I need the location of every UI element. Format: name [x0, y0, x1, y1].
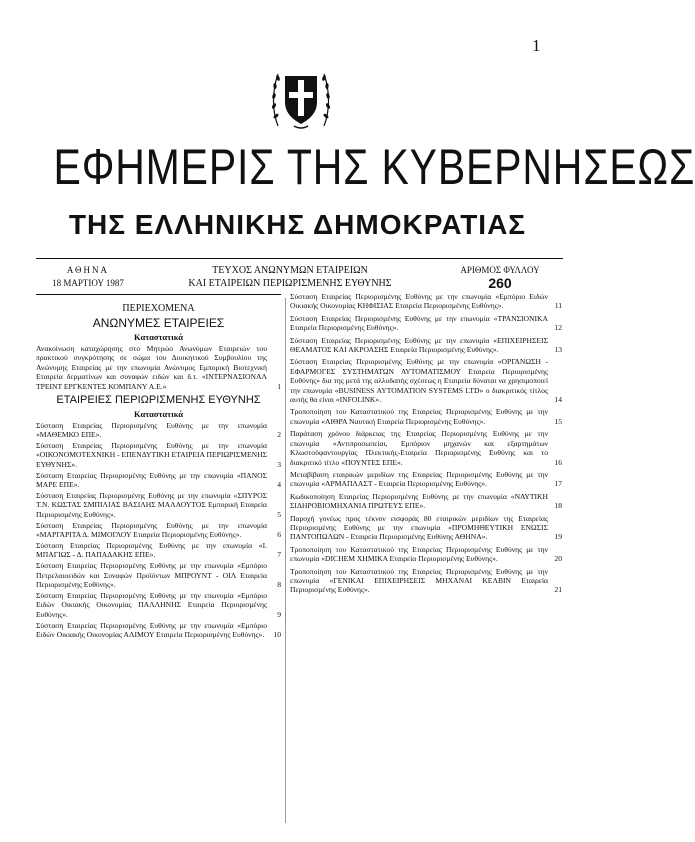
list-item — [290, 314, 562, 333]
list-item — [36, 441, 281, 469]
entry-text: Τροποποίηση του Καταστατικού της Εταιρείας Περιορισμένης Ευθύνης με την επωνυμία «ΓΕΝΙΚΑΙ ΕΠΙΧΕΙΡΗΣΕΙΣ ΜΗΧΑΝΑΙ ΚΕΛΒΙΝ Εταιρεία Περιορισμένης Ευθύνης». — [290, 566, 548, 595]
entry-page: 19 — [554, 532, 562, 542]
issue-line-1: ΤΕΥΧΟΣ ΑΝΩΝΥΜΩΝ ΕΤΑΙΡΕΙΩΝ — [212, 265, 368, 276]
entry-text: Σύσταση Εταιρείας Περιορισμένης Ευθύνης με την επωνυμία «ΠΑΝΟΣ ΜΑΡΕ ΕΠΕ». — [36, 470, 267, 489]
entry-text: Σύσταση Εταιρείας Περιορισμένης Ευθύνης με την επωνυμία «ΟΡΓΑΝΩΣΗ - ΕΦΑΡΜΟΓΕΣ ΣΥΣΤΗΜΑΤΩΝ ΑΥΤΟΜΑΤΙΣΜΟΥ Εταιρεία Περιορισμένης Ευθύνης» δια της μετά της αλλοδαπής σχέσεως η Εταιρεία δύναται να χρησιμοποιεί την επωνυμία «BUSINESS AYTOMATION SYSTEMS LTD» ο διακριτικός τίτλος αυτής θα είναι «INFOLINK». — [290, 357, 548, 405]
issue-date: 18 ΜΑΡΤΙΟΥ 1987 — [52, 278, 124, 288]
list-item — [290, 357, 562, 404]
list-item — [36, 521, 281, 540]
entry-text: Τροποποίηση του Καταστατικού της Εταιρείας Περιορισμένης Ευθύνης με την επωνυμία «DICHEM ΧΗΜΙΚΑ Εταιρεία Περιορισμένης Ευθύνης». — [290, 544, 548, 564]
contents-left-column — [36, 300, 281, 641]
entry-page: 3 — [277, 459, 281, 469]
masthead-place-date — [38, 264, 138, 290]
list-item — [290, 514, 562, 542]
entry-page: 13 — [554, 345, 562, 355]
section-anonymous-companies: ΑΝΩΝΥΜΕΣ ΕΤΑΙΡΕΙΕΣ — [92, 316, 225, 330]
entry-text: Σύσταση Εταιρείας Περιορισμένης Ευθύνης με την επωνυμία «ΤΡΑΝΣΙΟΝΙΚΑ Εταιρεία Περιορισμένης Ευθύνης». — [290, 313, 548, 333]
masthead-sheet — [440, 264, 560, 290]
list-item — [290, 545, 562, 564]
entry-text: Σύσταση Εταιρείας Περιορισμένης Ευθύνης με την επωνυμία «ΜΑΘΕΜΚΟ ΕΠΕ». — [36, 420, 267, 439]
entry-text: Σύσταση Εταιρείας Περιορισμένης Ευθύνης με την επωνυμία «Εμπόριο Πετρελαιοειδών και Συναφών Προϊόντων ΜΠΡΟΥΝΤ - ΟΙΛ Εταιρεία Περιορισμένης Ευθύνης». — [36, 561, 267, 590]
list-item — [36, 561, 281, 589]
entry-page: 10 — [273, 630, 281, 640]
masthead-issue — [150, 264, 430, 290]
sheet-label: ΑΡΙΘΜΟΣ ΦΥΛΛΟΥ — [460, 265, 540, 275]
page-number: 1 — [532, 36, 541, 55]
entry-text: Ανακοίνωση καταχώρησης στο Μητρώο Ανωνύμων Εταιρειών του πρακτικού συγκρότησης σε σώμα του Διοικητικού Συμβουλίου της Ανώνυμης Εταιρείας με την επωνυμία Ανώνυμος Εμπορική Βιοτεχνική Εταιρεία δερματίνων και συναφών ειδών και δ.τ. «ΙΝΤΕΡΝΑΣΙΟΝΑΛ ΤΡΕΙΝΤ ΕΡΓΚΕΝΤΕΣ ΚΟΜΠΑΝΥ Α.Ε.» — [36, 344, 267, 391]
entry-page: 17 — [554, 479, 562, 489]
entry-page: 14 — [554, 395, 562, 405]
entry-text: Παροχή γονέως προς τέκνον εισφοράς 80 εταιρικών μεριδίων της Εταιρείας Περιορισμένης Ευθύνης με την επωνυμία «ΠΡΟΜΗΘΕΥΤΙΚΗ ΕΝΩΣΙΣ ΠΑΝΤΟΠΩΛΩΝ - Εταιρεία Περιορισμένης Ευθύνης ΑΘΗΝΑ». — [290, 513, 548, 542]
entry-text: Σύσταση Εταιρείας Περιορισμένης Ευθύνης με την επωνυμία «Εμπόριο Ειδών Οικιακής Οικονομίας ΑΛΙΜΟΥ Εταιρεία Περιορισμένης Ευθύνης». — [36, 620, 267, 640]
entry-text: Παράταση χρόνου διάρκειας της Εταιρείας Περιορισμένης Ευθύνης με την επωνυμία «Αντιπροσωπείαι, Εμπόριον μηχανών και εξαρτημάτων Κλωστοϋφαντουργίας Πλεκτικής-Εταιρεία Περιορισμένης Ευθύνης και το διακριτικό τίτλο «ΠΟΥΝΤΕΣ ΕΠΕ». — [290, 429, 548, 467]
sheet-number: 260 — [488, 275, 512, 291]
list-item — [290, 407, 562, 426]
entry-page: 21 — [554, 585, 562, 595]
section1-subheading: Καταστατικά — [134, 332, 183, 342]
list-item — [36, 471, 281, 490]
entry-page: 7 — [277, 550, 281, 560]
column-divider — [285, 298, 286, 823]
contents-heading: ΠΕΡΙΕΧΟΜΕΝΑ — [122, 303, 195, 314]
list-item — [290, 492, 562, 511]
entry-page: 16 — [554, 457, 562, 467]
entry-page: 12 — [554, 323, 562, 333]
entry-text: Σύσταση Εταιρείας Περιορισμένης Ευθύνης με την επωνυμία «ΣΠΥΡΟΣ Τ.Ν. ΚΩΣΤΑΣ ΣΜΠΙΛΙΑΣ ΒΑΣΙΛΗΣ ΜΑΛΑΟΥΤΟΣ Εμπορική Εταιρεία Περιορισμένης Ευθύνης». — [36, 490, 267, 519]
list-item — [290, 567, 562, 595]
city: ΑΘΗΝΑ — [66, 265, 110, 275]
contents-right-column — [290, 292, 562, 598]
list-item — [36, 421, 281, 440]
entry-text: Σύσταση Εταιρείας Περιορισμένης Ευθύνης με την επωνυμία «ΜΑΡΓΑΡΙΤΑ Δ. ΜΙΜΟΓΛΟΥ Εταιρεία Περιορισμένης Ευθύνης». — [36, 520, 267, 539]
gazette-title: ΕΦΗΜΕΡΙΣ ΤΗΣ ΚΥΒΕΡΝΗΣΕΩΣ — [53, 139, 695, 195]
national-emblem-icon — [270, 56, 332, 132]
entry-page: 6 — [277, 530, 281, 539]
entry-text: Σύσταση Εταιρείας Περιορισμένης Ευθύνης με την επωνυμία «Ι. ΜΠΑΓΙΩΣ - Δ. ΠΑΠΑΔΑΚΗΣ ΕΠΕ». — [36, 540, 267, 560]
gazette-subtitle: ΤΗΣ ΕΛΛΗΝΙΚΗΣ ΔΗΜΟΚΡΑΤΙΑΣ — [68, 209, 527, 240]
list-item — [290, 429, 562, 467]
masthead-rule-top — [36, 258, 563, 259]
masthead-rule-bottom — [36, 294, 281, 295]
list-item — [36, 591, 281, 619]
entry-text: Σύσταση Εταιρείας Περιορισμένης Ευθύνης με την επωνυμία «ΕΠΙΧΕΙΡΗΣΕΙΣ ΘΕΑΜΑΤΟΣ ΚΑΙ ΑΚΡΟΑΣΗΣ Εταιρεία Περιορισμένης Ευθύνης». — [290, 335, 548, 355]
entry-page: 9 — [277, 609, 281, 619]
entry-page: 1 — [277, 381, 281, 391]
entry-text: Τροποποίηση του Καταστατικού της Εταιρείας Περιορισμένης Ευθύνης με την επωνυμία «ΑΙΘΡΑ Ναυτική Εταιρεία Περιορισμένης Ευθύνης». — [290, 407, 548, 426]
left-entry-list — [36, 421, 281, 640]
issue-line-2: ΚΑΙ ΕΤΑΙΡΕΙΩΝ ΠΕΡΙΩΡΙΣΜΕΝΗΣ ΕΥΘΥΝΗΣ — [188, 278, 392, 289]
entry-text: Σύσταση Εταιρείας Περιορισμένης Ευθύνης με την επωνυμία «ΟΙΚΟΝΟΜΟΤΕΧΝΙΚΗ - ΕΠΕΝΔΥΤΙΚΗ ΕΤΑΙΡΕΙΑ ΠΕΡΙΩΡΙΣΜΕΝΗΣ ΕΥΘΥΝΗΣ». — [36, 440, 267, 469]
list-item — [36, 541, 281, 560]
list-item — [290, 470, 562, 489]
entry-text: Σύσταση Εταιρείας Περιορισμένης Ευθύνης με την επωνυμία «Εμπόριο Ειδών Οικιακής Οικονομίας ΠΑΛΛΗΝΗΣ Εταιρεία Περιορισμένης Ευθύνης». — [36, 590, 267, 619]
section2-subheading: Καταστατικά — [134, 408, 183, 419]
list-item — [36, 491, 281, 519]
list-item — [290, 336, 562, 355]
entry-page: 4 — [277, 479, 281, 489]
entry-page: 15 — [554, 416, 562, 426]
list-item — [36, 621, 281, 640]
entry-page: 20 — [554, 554, 562, 564]
entry-text: Σύσταση Εταιρείας Περιορισμένης Ευθύνης με την επωνυμία «Εμπόριο Ειδών Οικιακής Οικονομίας ΚΗΦΙΣΙΑΣ Εταιρεία Περιορισμένης Ευθύνης». — [290, 292, 548, 311]
entry-page: 11 — [554, 301, 562, 311]
list-item — [290, 292, 562, 311]
entry-page: 8 — [277, 580, 281, 590]
right-entry-list — [290, 292, 562, 595]
entry-text: Κωδικοποίηση Εταιρείας Περιορισμένης Ευθύνης με την επωνυμία «ΝΑΥΤΙΚΗ ΣΙΔΗΡΟΒΙΟΜΗΧΑΝΙΑ ΠΡΩΤΕΥΣ ΕΠΕ». — [290, 491, 548, 511]
entry-page: 18 — [554, 501, 562, 511]
entry-page: 2 — [277, 429, 281, 439]
list-item — [36, 344, 281, 391]
section-limited-companies: ΕΤΑΙΡΕΙΕΣ ΠΕΡΙΩΡΙΣΜΕΝΗΣ ΕΥΘΥΝΗΣ — [56, 393, 261, 406]
entry-page: 5 — [277, 509, 281, 519]
entry-text: Μεταβίβαση εταιρικών μεριδίων της Εταιρείας Περιορισμένης Ευθύνης με την επωνυμία «ΑΡΜΑΠΛΑΣΤ - Εταιρεία Περιορισμένης Ευθύνης». — [290, 469, 548, 489]
